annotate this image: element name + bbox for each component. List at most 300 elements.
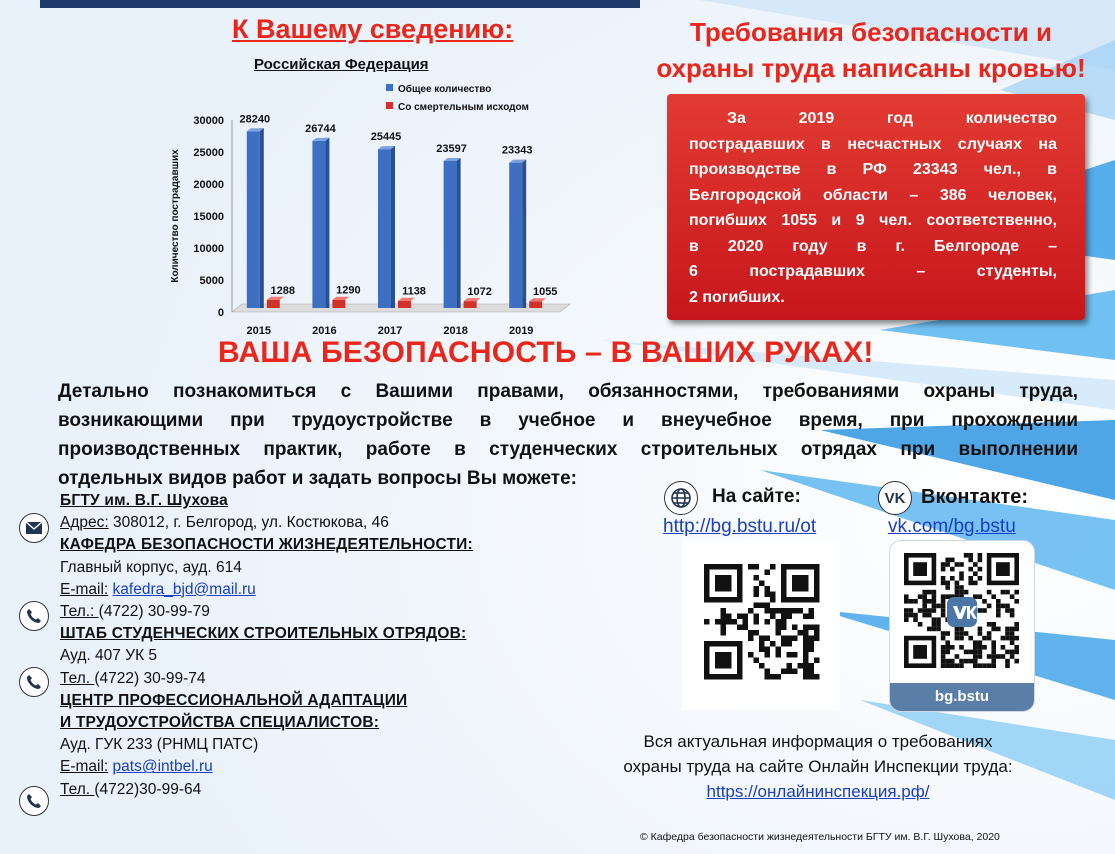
qr-module — [973, 659, 978, 664]
email-label: E-mail: — [60, 580, 109, 598]
qr-module — [987, 631, 992, 636]
bar-fatal-top — [267, 297, 284, 300]
qr-module — [781, 625, 787, 631]
qr-module — [918, 622, 923, 627]
qr-module — [814, 674, 820, 680]
bar-total — [312, 141, 325, 308]
qr-module — [1010, 608, 1015, 613]
dept-room: Главный корпус, ауд. 614 — [60, 558, 242, 576]
qr-module — [754, 592, 760, 598]
qr-module — [973, 654, 978, 659]
site-link[interactable]: http://bg.bstu.ru/ot — [663, 516, 817, 537]
qr-module — [932, 590, 937, 595]
qr-module — [737, 625, 743, 631]
qr-module — [941, 608, 946, 613]
qr-module — [1001, 590, 1006, 595]
qr-module — [991, 594, 996, 599]
qr-module — [932, 604, 937, 609]
qr-module — [955, 636, 960, 641]
qr-module — [941, 645, 946, 650]
chart-title: Российская Федерация — [254, 56, 429, 73]
bar-fatal — [464, 301, 477, 308]
qr-module — [776, 625, 782, 631]
qr-module — [1010, 594, 1015, 599]
qr-module — [945, 663, 950, 668]
qr-module — [945, 631, 950, 636]
site-label: На сайте: — [712, 486, 801, 507]
qr-module — [781, 641, 787, 647]
qr-module — [1010, 650, 1015, 655]
y-tick-label: 0 — [217, 307, 224, 319]
qr-module — [787, 614, 793, 620]
qr-module — [1014, 650, 1019, 655]
phone-label: Тел. — [60, 780, 95, 798]
qr-module — [770, 608, 776, 614]
left-title: К Вашему сведению: — [232, 14, 514, 44]
qr-module — [754, 586, 760, 592]
qr-module — [959, 636, 964, 641]
qr-module — [968, 659, 973, 664]
qr-module — [765, 674, 771, 680]
qr-module — [776, 630, 782, 636]
legend-swatch — [386, 84, 393, 91]
contacts-block — [60, 490, 473, 801]
qr-module — [754, 630, 760, 636]
qr-module — [991, 663, 996, 668]
qr-module — [987, 636, 992, 641]
qr-module — [809, 608, 815, 614]
bar-total-side — [391, 146, 395, 308]
y-tick-label: 30000 — [193, 115, 224, 127]
qr-module — [803, 674, 809, 680]
qr-module — [973, 640, 978, 645]
qr-module — [978, 567, 983, 572]
qr-module — [809, 647, 815, 653]
qr-module — [991, 654, 996, 659]
phone-label: Тел. — [60, 669, 95, 687]
qr-module — [721, 630, 727, 636]
qr-module — [1005, 627, 1010, 632]
qr-module — [913, 617, 918, 622]
bottom-line1: Вся актуальная информация о требованиях — [643, 732, 993, 751]
qr-module — [803, 630, 809, 636]
qr-module — [973, 581, 978, 586]
qr-module — [968, 558, 973, 563]
qr-module — [996, 654, 1001, 659]
qr-module — [776, 674, 782, 680]
right-title — [636, 14, 1106, 86]
qr-module — [950, 663, 955, 668]
top-bar — [40, 0, 640, 8]
qr-module — [991, 627, 996, 632]
qr-module — [770, 592, 776, 598]
qr-module — [941, 631, 946, 636]
bar-fatal-label: 1072 — [467, 286, 492, 299]
qr-module — [765, 636, 771, 642]
qr-module — [927, 627, 932, 632]
bar-fatal-top — [332, 297, 349, 300]
qr-module — [987, 590, 992, 595]
center-title-line1: ЦЕНТР ПРОФЕССИОНАЛЬНОЙ АДАПТАЦИИ — [60, 691, 408, 709]
qr-module — [982, 599, 987, 604]
bar-total-label: 25445 — [370, 131, 402, 144]
qr-module — [973, 562, 978, 567]
qr-module — [803, 614, 809, 620]
bar-fatal — [398, 301, 411, 308]
qr-module — [959, 590, 964, 595]
qr-module — [941, 599, 946, 604]
qr-module — [941, 636, 946, 641]
y-tick-label: 25000 — [193, 147, 224, 159]
qr-module — [936, 617, 941, 622]
x-tick-label: 2016 — [312, 325, 337, 337]
bar-total — [509, 163, 522, 308]
qr-module — [945, 585, 950, 590]
qr-module — [945, 558, 950, 563]
qr-module — [721, 625, 727, 631]
bar-total-side — [325, 138, 329, 308]
bar-total — [444, 161, 457, 308]
qr-module — [964, 631, 969, 636]
qr-module — [765, 669, 771, 675]
qr-module — [776, 619, 782, 625]
qr-module — [792, 636, 798, 642]
qr-module — [941, 604, 946, 609]
qr-module — [996, 613, 1001, 618]
qr-module — [770, 597, 776, 603]
qr-module — [987, 654, 992, 659]
qr-module — [909, 608, 914, 613]
qr-module — [991, 650, 996, 655]
qr-module — [968, 576, 973, 581]
qr-module — [991, 640, 996, 645]
qr-module — [770, 564, 776, 570]
qr-module — [987, 663, 992, 668]
qr-module — [932, 599, 937, 604]
qr-module — [904, 594, 909, 599]
qr-module — [978, 576, 983, 581]
qr-module — [1014, 627, 1019, 632]
qr-module — [973, 650, 978, 655]
qr-module — [787, 641, 793, 647]
inspection-link[interactable]: https://онлайнинспекция.рф/ — [706, 782, 930, 801]
hq-phone-row — [60, 668, 473, 690]
qr-module — [759, 641, 765, 647]
bottom-line2: охраны труда на сайте Онлайн Инспекции труда: — [623, 757, 1013, 776]
qr-module — [765, 619, 771, 625]
qr-module — [792, 608, 798, 614]
qr-module — [941, 576, 946, 581]
qr-module — [1014, 599, 1019, 604]
qr-module — [936, 604, 941, 609]
x-tick-label: 2018 — [443, 325, 468, 337]
qr-finder — [913, 645, 927, 659]
dept-email-link[interactable]: kafedra_bjd@mail.ru — [112, 580, 256, 598]
qr-module — [781, 669, 787, 675]
qr-module — [765, 592, 771, 598]
phone-icon — [19, 667, 49, 697]
qr-module — [904, 613, 909, 618]
qr-module — [982, 645, 987, 650]
qr-module — [743, 625, 749, 631]
qr-module — [941, 567, 946, 572]
qr-module — [1001, 645, 1006, 650]
qr-module — [950, 567, 955, 572]
x-tick-label: 2019 — [508, 325, 534, 337]
bar-fatal-label: 1055 — [532, 286, 558, 299]
qr-module — [754, 575, 760, 581]
bar-chart — [160, 80, 580, 345]
qr-module — [987, 622, 992, 627]
qr-module — [1005, 663, 1010, 668]
intro-text — [58, 377, 1078, 493]
qr-module — [1014, 622, 1019, 627]
qr-module — [781, 608, 787, 614]
qr-module — [1010, 627, 1015, 632]
bar-fatal-top — [464, 298, 481, 301]
qr-module — [941, 562, 946, 567]
info-box — [667, 94, 1085, 320]
qr-module — [945, 645, 950, 650]
qr-module — [809, 636, 815, 642]
qr-module — [941, 659, 946, 664]
bar-total — [247, 131, 260, 308]
qr-module — [945, 594, 950, 599]
bar-fatal-label: 1138 — [402, 285, 426, 298]
qr-module — [964, 650, 969, 655]
qr-module — [978, 650, 983, 655]
envelope-icon — [19, 513, 49, 543]
qr-module — [798, 663, 804, 669]
qr-module — [918, 594, 923, 599]
university-name: БГТУ им. В.Г. Шухова — [60, 492, 228, 509]
qr-module — [765, 647, 771, 653]
qr-module — [987, 604, 992, 609]
qr-module — [765, 652, 771, 658]
vk-label: Вконтакте: — [921, 486, 1028, 508]
qr-module — [932, 627, 937, 632]
qr-module — [945, 562, 950, 567]
qr-module — [950, 576, 955, 581]
qr-module — [996, 604, 1001, 609]
qr-module — [941, 594, 946, 599]
qr-module — [1010, 613, 1015, 618]
qr-module — [792, 669, 798, 675]
qr-module — [922, 594, 927, 599]
qr-module — [770, 641, 776, 647]
qr-module — [1010, 640, 1015, 645]
x-tick-label: 2015 — [246, 325, 272, 337]
qr-module — [922, 599, 927, 604]
qr-module — [959, 645, 964, 650]
qr-module — [941, 650, 946, 655]
qr-module — [978, 654, 983, 659]
qr-module — [781, 614, 787, 620]
qr-module — [932, 594, 937, 599]
qr-module — [792, 652, 798, 658]
legend-label: Со смертельным исходом — [398, 102, 529, 113]
qr-module — [809, 663, 815, 669]
dept-title: КАФЕДРА БЕЗОПАСНОСТИ ЖИЗНЕДЕЯТЕЛЬНОСТИ: — [60, 536, 473, 554]
qr-module — [814, 636, 820, 642]
qr-module — [922, 613, 927, 618]
qr-module — [781, 619, 787, 625]
vk-link[interactable]: vk.com/bg.bstu — [888, 516, 1016, 537]
qr-module — [941, 654, 946, 659]
qr-module — [996, 599, 1001, 604]
x-tick-label: 2017 — [377, 325, 403, 337]
legend-label: Общее количество — [398, 84, 492, 95]
qr-module — [959, 571, 964, 576]
qr-module — [991, 622, 996, 627]
bar-fatal — [332, 300, 345, 308]
qr-module — [950, 645, 955, 650]
qr-module — [1014, 636, 1019, 641]
dept-phone-row — [60, 601, 473, 623]
bar-total-label: 28240 — [239, 113, 271, 126]
bar-total-label: 26744 — [305, 122, 336, 135]
qr-finder — [996, 562, 1010, 576]
qr-module — [743, 614, 749, 620]
center-room: Ауд. ГУК 233 (РНМЦ ПАТС) — [60, 736, 259, 754]
intro-line: отдельных видов работ и задать вопросы Вы можете: — [58, 468, 578, 489]
qr-module — [754, 564, 760, 570]
qr-module — [726, 614, 732, 620]
qr-module — [721, 614, 727, 620]
qr-module — [754, 619, 760, 625]
qr-module — [941, 581, 946, 586]
center-phone: (4722)30-99-64 — [94, 780, 202, 798]
qr-module — [922, 590, 927, 595]
qr-module — [765, 608, 771, 614]
qr-module — [978, 558, 983, 563]
qr-module — [787, 636, 793, 642]
copyright: © Кафедра безопасности жизнедеятельности БГТУ им. В.Г. Шухова, 2020 — [640, 831, 1000, 843]
qr-module — [959, 659, 964, 664]
qr-module — [754, 658, 760, 664]
info-line: Белгородской области – 386 человек, — [689, 186, 1057, 204]
qr-module — [759, 603, 765, 609]
y-tick-label: 10000 — [193, 243, 224, 255]
address-row — [60, 512, 473, 534]
slogan: ВАША БЕЗОПАСНОСТЬ – В ВАШИХ РУКАХ! — [218, 336, 874, 369]
qr-module — [754, 614, 760, 620]
y-tick-label: 5000 — [199, 275, 224, 287]
qr-module — [909, 613, 914, 618]
qr-module — [913, 613, 918, 618]
qr-module — [982, 663, 987, 668]
qr-module — [787, 663, 793, 669]
y-tick-label: 20000 — [193, 179, 224, 191]
bar-total-side — [457, 158, 461, 308]
qr-module — [809, 641, 815, 647]
qr-module — [941, 663, 946, 668]
qr-module — [968, 553, 973, 558]
bar-fatal — [267, 300, 280, 308]
qr-module — [973, 645, 978, 650]
qr-module — [759, 636, 765, 642]
bar-fatal-top — [529, 298, 546, 301]
qr-module — [748, 564, 754, 570]
qr-module — [968, 636, 973, 641]
qr-module — [959, 585, 964, 590]
globe-icon — [664, 481, 698, 515]
qr-module — [904, 617, 909, 622]
qr-module — [950, 558, 955, 563]
qr-module — [803, 658, 809, 664]
qr-module — [913, 599, 918, 604]
dept-phone: (4722) 30-99-79 — [98, 603, 210, 621]
qr-module — [1014, 590, 1019, 595]
qr-module — [803, 647, 809, 653]
qr-module — [996, 608, 1001, 613]
qr-module — [918, 608, 923, 613]
site-qr-code — [682, 540, 840, 710]
qr-module — [991, 659, 996, 664]
qr-module — [748, 636, 754, 642]
qr-module — [945, 659, 950, 664]
qr-module — [964, 659, 969, 664]
qr-module — [1010, 631, 1015, 636]
qr-module — [1005, 604, 1010, 609]
qr-module — [787, 669, 793, 675]
intro-line: Детально познакомиться с Вашими правами, обязанностями, требованиями охраны труда, — [58, 381, 1078, 402]
qr-module — [787, 652, 793, 658]
qr-finder — [913, 562, 927, 576]
qr-module — [973, 663, 978, 668]
qr-module — [982, 608, 987, 613]
qr-module — [945, 650, 950, 655]
qr-module — [955, 663, 960, 668]
info-line: 6 пострадавших – студенты, — [689, 263, 1057, 280]
qr-module — [950, 659, 955, 664]
qr-module — [798, 630, 804, 636]
phone-icon — [19, 601, 49, 631]
qr-module — [809, 674, 815, 680]
qr-module — [803, 669, 809, 675]
center-email-link[interactable]: pats@intbel.ru — [112, 758, 213, 776]
bar-fatal — [529, 301, 542, 308]
qr-module — [945, 581, 950, 586]
qr-module — [927, 590, 932, 595]
bar-total-label: 23597 — [436, 142, 467, 155]
y-axis-label: Количество пострадавших — [170, 149, 181, 283]
intro-line: производственных практик, работе в студенческих строительных отрядах при выполнении — [58, 439, 1078, 460]
qr-module — [1010, 654, 1015, 659]
info-line: 2 погибших. — [689, 288, 785, 306]
phone-label: Тел.: — [60, 603, 99, 621]
qr-module — [1001, 636, 1006, 641]
dept-email-row — [60, 579, 473, 601]
bar-fatal-label: 1290 — [336, 284, 361, 297]
qr-module — [759, 581, 765, 587]
qr-module — [904, 599, 909, 604]
qr-module — [978, 594, 983, 599]
info-line: производстве в РФ 23343 чел., в — [689, 161, 1057, 178]
qr-module — [973, 571, 978, 576]
right-title-line1: Требования безопасности и — [690, 17, 1052, 47]
email-label: E-mail: — [60, 758, 109, 776]
qr-module — [1001, 654, 1006, 659]
qr-module — [809, 669, 815, 675]
qr-finder — [715, 652, 732, 669]
qr-module — [776, 652, 782, 658]
address-label: Адрес: — [60, 514, 109, 532]
address-value: 308012, г. Белгород, ул. Костюкова, 46 — [108, 514, 389, 532]
bar-total — [378, 149, 391, 308]
qr-module — [945, 640, 950, 645]
bottom-info — [560, 729, 1076, 804]
